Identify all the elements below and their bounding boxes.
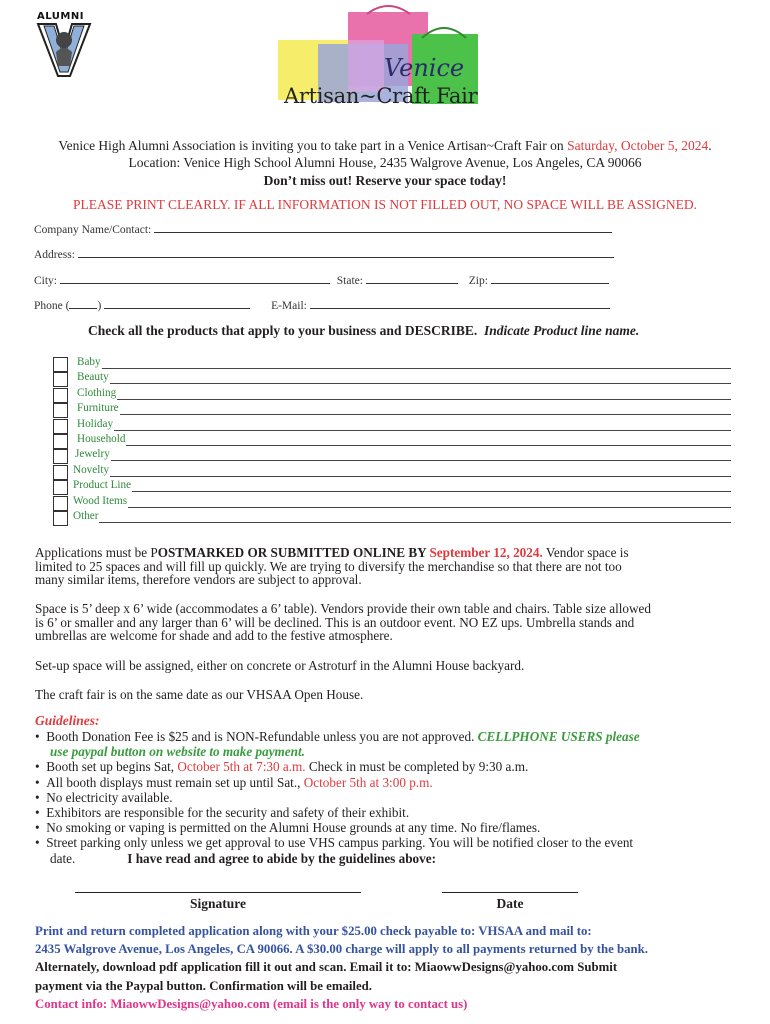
space-line-1: Space is 5’ deep x 6’ wide (accommodates a 6’ table). Vendors provide their own table and chairs. Table size allowed	[35, 601, 651, 616]
deadline-text-a: Applications must be P	[35, 545, 158, 560]
product-description-line[interactable]	[111, 460, 731, 461]
guideline-7: • Street parking only unless we get approval to use VHS campus parking. You will be notified closer to the event	[35, 835, 634, 851]
company-label: Company Name/Contact:	[34, 224, 152, 236]
deadline-bold: OSTMARKED OR SUBMITTED ONLINE BY	[157, 545, 430, 560]
product-checkbox[interactable]	[53, 465, 68, 480]
agree-statement: I have read and agree to abide by the guidelines above:	[127, 850, 436, 866]
date-label: Date	[496, 896, 524, 911]
state-input[interactable]	[366, 272, 458, 284]
guideline-4: • No electricity available.	[35, 789, 173, 805]
phone-label: Phone (	[34, 300, 70, 312]
print-clearly-notice: PLEASE PRINT CLEARLY. IF ALL INFORMATION IS NOT FILLED OUT, NO SPACE WILL BE ASSIGNED.	[72, 197, 698, 212]
area-code-input[interactable]	[69, 297, 97, 309]
product-description-line[interactable]	[99, 522, 731, 523]
guideline-3: • All booth displays must remain set up until Sat., October 5th at 3:00 p.m.	[35, 774, 433, 790]
product-row	[53, 448, 733, 463]
product-checkbox[interactable]	[53, 511, 68, 526]
checkin-text: Check in must be completed by 9:30 a.m.	[305, 759, 529, 775]
guideline-1-cont	[35, 744, 735, 759]
product-label: Wood Items	[73, 494, 128, 507]
alumni-logo	[34, 8, 94, 78]
product-row	[53, 464, 733, 479]
product-list	[53, 356, 733, 525]
address-field-row	[34, 246, 634, 261]
product-description-line[interactable]	[132, 491, 731, 492]
product-row	[53, 387, 733, 402]
open-house-paragraph: The craft fair is on the same date as our VHSAA Open House.	[35, 687, 364, 702]
footer-line-2: 2435 Walgrove Avenue, Los Angeles, CA 90066. A $30.00 charge will apply to all payments returned by the bank.	[35, 942, 648, 957]
company-input[interactable]	[154, 221, 612, 233]
product-description-line[interactable]	[120, 414, 731, 415]
guideline-6-text: No smoking or vaping is permitted on the Alumni House grounds at any time. No fire/flames.	[46, 820, 541, 836]
product-label: Beauty	[77, 371, 109, 384]
craft-fair-logo	[272, 4, 502, 116]
intro-period: .	[708, 138, 712, 153]
guideline-3-text: All booth displays must remain set up until Sat.,	[46, 774, 304, 790]
phone-field-row	[34, 297, 634, 312]
end-time: October 5th at 3:00 p.m.	[303, 774, 433, 790]
product-label: Household	[77, 432, 126, 445]
product-description-line[interactable]	[126, 445, 731, 446]
deadline-text-c: Vendor space is	[542, 545, 629, 560]
guideline-2-text: Booth set up begins Sat,	[46, 759, 178, 775]
footer-line-4: payment via the Paypal button. Confirmation will be emailed.	[35, 978, 372, 993]
product-checkbox[interactable]	[53, 403, 68, 418]
guideline-7-date: date.	[50, 850, 76, 866]
zip-label: Zip:	[468, 275, 488, 287]
deadline-line-2: limited to 25 spaces and will fill up quickly. We are trying to diversify the merchandise so that there are not too	[35, 558, 622, 574]
paypal-note: use paypal button on website to make payment.	[50, 744, 305, 760]
guideline-4-text: No electricity available.	[46, 789, 173, 805]
logo-artisan-craft-fair: Artisan~Craft Fair	[284, 84, 478, 108]
product-label: Furniture	[77, 402, 119, 415]
company-field-row	[34, 221, 634, 236]
cellphone-note: CELLPHONE USERS please	[477, 729, 640, 744]
city-field-row	[34, 272, 634, 287]
address-label: Address:	[34, 249, 75, 261]
product-row	[53, 356, 733, 371]
email-input[interactable]	[310, 297, 610, 309]
intro-text: Venice High Alumni Association is inviting you to take part in a Venice Artisan~Craft Fair on	[58, 138, 568, 153]
intro-line-2: Location: Venice High School Alumni House, 2435 Walgrove Avenue, Los Angeles, CA 90066	[128, 155, 642, 170]
product-row	[53, 402, 733, 417]
product-label: Clothing	[77, 386, 117, 399]
guideline-5-text: Exhibitors are responsible for the security and safety of their exhibit.	[46, 805, 410, 821]
products-heading-main: Check all the products that apply to your business and DESCRIBE.	[88, 323, 478, 338]
product-row	[53, 371, 733, 386]
date-line[interactable]	[442, 892, 578, 893]
guidelines-title: Guidelines:	[35, 713, 100, 728]
product-row	[53, 510, 733, 525]
product-checkbox[interactable]	[53, 496, 68, 511]
guideline-1-text: Booth Donation Fee is $25 and is NON-Refundable unless you are not approved.	[46, 729, 478, 744]
space-size-paragraph	[35, 602, 735, 643]
phone-input[interactable]	[104, 297, 250, 309]
product-row	[53, 479, 733, 494]
footer	[35, 922, 755, 1013]
deadline-line-3: many similar items, therefore vendors are subject to approval.	[35, 572, 362, 587]
deadline-line-1	[35, 546, 735, 560]
space-line-3: umbrellas are welcome for shade and add to the festive atmosphere.	[35, 628, 393, 643]
product-checkbox[interactable]	[53, 480, 68, 495]
alumni-logo-text: ALUMNI	[37, 11, 84, 22]
product-description-line[interactable]	[117, 399, 731, 400]
guideline-6: • No smoking or vaping is permitted on the Alumni House grounds at any time. No fire/flames.	[35, 820, 541, 836]
application-deadline-paragraph	[35, 546, 735, 587]
email-label: E-Mail:	[271, 300, 307, 312]
products-heading	[88, 323, 639, 339]
signature-line[interactable]	[75, 892, 361, 893]
product-checklist	[53, 356, 733, 525]
guideline-1: • Booth Donation Fee is $25 and is NON-Refundable unless you are not approved. CELLPHONE USERS please	[35, 729, 640, 744]
city-input[interactable]	[60, 272, 330, 284]
product-checkbox[interactable]	[53, 449, 68, 464]
product-description-line[interactable]	[110, 476, 731, 477]
guideline-2: • Booth set up begins Sat, October 5th at 7:30 a.m. Check in must be completed by 9:30 a.m.	[35, 759, 529, 775]
product-description-line[interactable]	[128, 507, 731, 508]
zip-input[interactable]	[491, 272, 609, 284]
guideline-7-text: Street parking only unless we get approval to use VHS campus parking. You will be notified closer to the event	[46, 835, 634, 851]
state-label: State:	[336, 275, 363, 287]
logo-venice: Venice	[384, 54, 465, 82]
footer-contact: Contact info: MiaowwDesigns@yahoo.com (email is the only way to contact us)	[35, 996, 468, 1011]
product-checkbox[interactable]	[53, 434, 68, 449]
guidelines-list	[35, 729, 735, 866]
product-description-line[interactable]	[102, 368, 731, 369]
product-checkbox[interactable]	[53, 419, 68, 434]
footer-line-3: Alternately, download pdf application fill it out and scan. Email it to: MiaowwDesigns@yahoo.com Submit	[35, 960, 618, 975]
signature-label: Signature	[189, 896, 246, 911]
product-row	[53, 433, 733, 448]
product-checkbox[interactable]	[53, 388, 68, 403]
city-label: City:	[34, 275, 58, 287]
guideline-5: • Exhibitors are responsible for the security and safety of their exhibit.	[35, 805, 410, 821]
address-input[interactable]	[78, 246, 614, 258]
product-row	[53, 495, 733, 510]
intro-line-1	[0, 138, 770, 154]
product-label: Other	[73, 509, 99, 522]
setup-paragraph: Set-up space will be assigned, either on concrete or Astroturf in the Alumni House backyard.	[35, 658, 525, 673]
guideline-7-cont	[35, 851, 735, 866]
event-date: Saturday, October 5, 2024	[567, 138, 709, 153]
product-label: Jewelry	[75, 448, 110, 461]
product-label: Novelty	[73, 463, 110, 476]
deadline-date: September 12, 2024.	[429, 545, 543, 560]
intro-line-3: Don’t miss out! Reserve your space today!	[263, 173, 507, 188]
product-label: Product Line	[73, 479, 132, 492]
product-row	[53, 418, 733, 433]
product-checkbox[interactable]	[53, 357, 68, 372]
space-line-2: is 6’ or smaller and any larger than 6’ will be declined. This is an outdoor event. NO EZ ups. Umbrella stands and	[35, 614, 635, 630]
phone-close-paren: )	[97, 300, 102, 312]
product-description-line[interactable]	[114, 430, 731, 431]
setup-time: October 5th at 7:30 a.m.	[177, 759, 306, 775]
product-checkbox[interactable]	[53, 372, 68, 387]
footer-line-1: Print and return completed application along with your $25.00 check payable to: VHSAA and mail to:	[35, 924, 592, 938]
product-label: Baby	[77, 356, 101, 368]
product-description-line[interactable]	[110, 383, 731, 384]
product-label: Holiday	[77, 417, 114, 430]
products-heading-italic: Indicate Product line name.	[483, 323, 640, 338]
